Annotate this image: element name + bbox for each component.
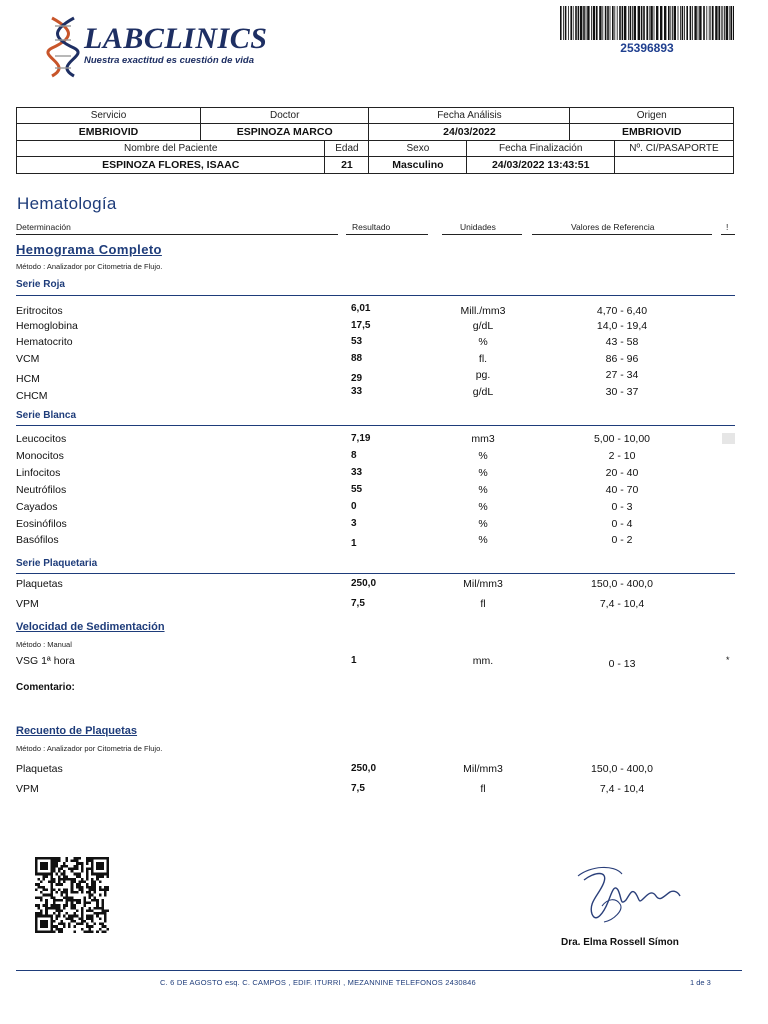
row-name: VCM — [16, 353, 40, 365]
row-result: 1 — [351, 538, 357, 549]
row-result: 7,5 — [351, 598, 365, 609]
row-result: 7,5 — [351, 783, 365, 794]
row-result: 7,19 — [351, 433, 371, 444]
row-name: Eritrocitos — [16, 305, 63, 317]
row-reference: 4,70 - 6,40 — [596, 305, 648, 317]
row-result: 33 — [351, 467, 363, 478]
recuento-title: Recuento de Plaquetas — [16, 725, 138, 737]
serie-roja-title: Serie Roja — [16, 279, 65, 290]
value-doctor: ESPINOZA MARCO — [201, 124, 369, 141]
row-name: VSG 1ª hora — [16, 655, 75, 667]
row-flag: * — [726, 655, 730, 665]
logo-tagline: Nuestra exactitud es cuestión de vida — [84, 55, 255, 66]
row-result: 1 — [351, 655, 357, 666]
row-reference: 0 - 4 — [611, 518, 633, 530]
row-reference: 20 - 40 — [605, 467, 639, 479]
row-unit: fl — [480, 783, 486, 795]
header-edad: Edad — [325, 141, 369, 157]
serie-blanca-rule — [16, 425, 735, 426]
row-name: Neutrófilos — [16, 484, 67, 496]
header-fecha-finalizacion: Fecha Finalización — [467, 141, 615, 157]
row-name: CHCM — [16, 390, 48, 402]
row-unit: % — [478, 467, 488, 479]
row-name: Leucocitos — [16, 433, 67, 445]
row-reference: 0 - 13 — [608, 658, 636, 670]
barcode-number: 25396893 — [620, 41, 674, 55]
serie-plaquetaria-rule — [16, 573, 735, 574]
table-row — [17, 157, 734, 174]
page-number: 1 de 3 — [690, 978, 711, 987]
flag-marker — [722, 433, 735, 444]
row-name: Hemoglobina — [16, 320, 78, 332]
row-unit: g/dL — [472, 320, 494, 332]
table-row — [17, 141, 734, 157]
serie-roja-rule — [16, 295, 735, 296]
footer-address: C. 6 DE AGOSTO esq. C. CAMPOS , EDIF. ITURRI , MEZANNINE TELEFONOS 2430846 — [160, 978, 476, 987]
header-fecha-analisis: Fecha Análisis — [369, 108, 570, 124]
row-reference: 7,4 - 10,4 — [599, 783, 645, 795]
patient-info-table — [16, 107, 734, 174]
signature-icon — [574, 862, 684, 932]
row-unit: fl. — [478, 353, 488, 365]
row-name: Linfocitos — [16, 467, 61, 479]
value-servicio: EMBRIOVID — [17, 124, 201, 141]
header-origen: Origen — [570, 108, 734, 124]
row-result: 3 — [351, 518, 357, 529]
value-edad: 21 — [325, 157, 369, 174]
row-name: Eosinófilos — [16, 518, 67, 530]
serie-blanca-title: Serie Blanca — [16, 410, 77, 421]
sedimentacion-method: Método : Manual — [16, 640, 72, 649]
row-result: 8 — [351, 450, 357, 461]
column-divider — [532, 234, 712, 235]
row-reference: 43 - 58 — [605, 336, 639, 348]
header-nombre-paciente: Nombre del Paciente — [17, 141, 325, 157]
value-ci-pasaporte — [615, 157, 734, 174]
value-fecha-analisis: 24/03/2022 — [369, 124, 570, 141]
footer-rule — [16, 970, 742, 971]
row-name: Cayados — [16, 501, 58, 513]
row-reference: 5,00 - 10,00 — [593, 433, 651, 445]
barcode — [560, 6, 734, 40]
row-name: HCM — [16, 373, 40, 385]
column-divider — [16, 234, 338, 235]
row-result: 88 — [351, 353, 363, 364]
column-header-determinacion: Determinación — [16, 222, 71, 232]
row-result: 17,5 — [351, 320, 371, 331]
row-name: VPM — [16, 598, 39, 610]
row-unit: mm. — [472, 655, 494, 667]
row-result: 55 — [351, 484, 363, 495]
sedimentacion-title: Velocidad de Sedimentación — [16, 621, 165, 633]
row-result: 53 — [351, 336, 363, 347]
doctor-name: Dra. Elma Rossell Símon — [561, 937, 679, 948]
section-title: Hematología — [17, 194, 117, 213]
row-reference: 27 - 34 — [605, 369, 639, 381]
header-servicio: Servicio — [17, 108, 201, 124]
row-unit: g/dL — [472, 386, 494, 398]
hemograma-method: Método : Analizador por Citometria de Flujo. — [16, 262, 163, 271]
row-reference: 7,4 - 10,4 — [599, 598, 645, 610]
row-unit: % — [478, 501, 488, 513]
row-name: Plaquetas — [16, 578, 63, 590]
row-unit: mm3 — [471, 433, 495, 445]
row-reference: 0 - 3 — [611, 501, 633, 513]
row-result: 250,0 — [351, 578, 377, 589]
column-divider — [346, 234, 428, 235]
header-sexo: Sexo — [369, 141, 467, 157]
row-unit: Mil/mm3 — [463, 763, 503, 775]
logo-name: LABCLINICS — [84, 22, 268, 55]
header-doctor: Doctor — [201, 108, 369, 124]
row-unit: % — [478, 484, 488, 496]
value-fecha-finalizacion: 24/03/2022 13:43:51 — [467, 157, 615, 174]
row-result: 250,0 — [351, 763, 377, 774]
row-reference: 40 - 70 — [605, 484, 639, 496]
header-ci-pasaporte: Nº. CI/PASAPORTE — [615, 141, 734, 157]
column-header-unidades: Unidades — [460, 222, 496, 232]
row-result: 6,01 — [351, 303, 371, 314]
row-name: Hematocrito — [16, 336, 73, 348]
row-reference: 86 - 96 — [605, 353, 639, 365]
row-reference: 150,0 - 400,0 — [591, 763, 653, 775]
row-reference: 14,0 - 19,4 — [596, 320, 648, 332]
row-reference: 30 - 37 — [605, 386, 639, 398]
row-unit: % — [478, 450, 488, 462]
column-header-resultado: Resultado — [352, 222, 391, 232]
row-unit: fl — [480, 598, 486, 610]
value-origen: EMBRIOVID — [570, 124, 734, 141]
column-divider — [442, 234, 522, 235]
labclinics-logo-icon — [46, 16, 80, 78]
column-divider — [721, 234, 735, 235]
column-header-flag: ! — [726, 222, 729, 232]
table-row — [17, 124, 734, 141]
recuento-method: Método : Analizador por Citometria de Flujo. — [16, 744, 163, 753]
column-header-referencia: Valores de Referencia — [571, 222, 655, 232]
row-unit: Mil/mm3 — [463, 578, 503, 590]
serie-plaquetaria-title: Serie Plaquetaria — [16, 558, 98, 569]
row-name: VPM — [16, 783, 39, 795]
hemograma-title: Hemograma Completo — [16, 242, 162, 257]
value-nombre-paciente: ESPINOZA FLORES, ISAAC — [17, 157, 325, 174]
row-unit: Mill./mm3 — [460, 305, 506, 317]
row-reference: 150,0 - 400,0 — [591, 578, 653, 590]
row-unit: % — [478, 534, 488, 546]
row-name: Monocitos — [16, 450, 64, 462]
row-reference: 0 - 2 — [611, 534, 633, 546]
row-name: Plaquetas — [16, 763, 63, 775]
comment-label: Comentario: — [16, 682, 75, 693]
qr-code-icon — [35, 857, 109, 933]
row-result: 0 — [351, 501, 357, 512]
row-result: 33 — [351, 386, 363, 397]
row-result: 29 — [351, 373, 363, 384]
row-reference: 2 - 10 — [608, 450, 636, 462]
table-row — [17, 108, 734, 124]
row-unit: pg. — [475, 369, 491, 381]
row-unit: % — [478, 518, 488, 530]
row-name: Basófilos — [16, 534, 59, 546]
row-unit: % — [478, 336, 488, 348]
value-sexo: Masculino — [369, 157, 467, 174]
